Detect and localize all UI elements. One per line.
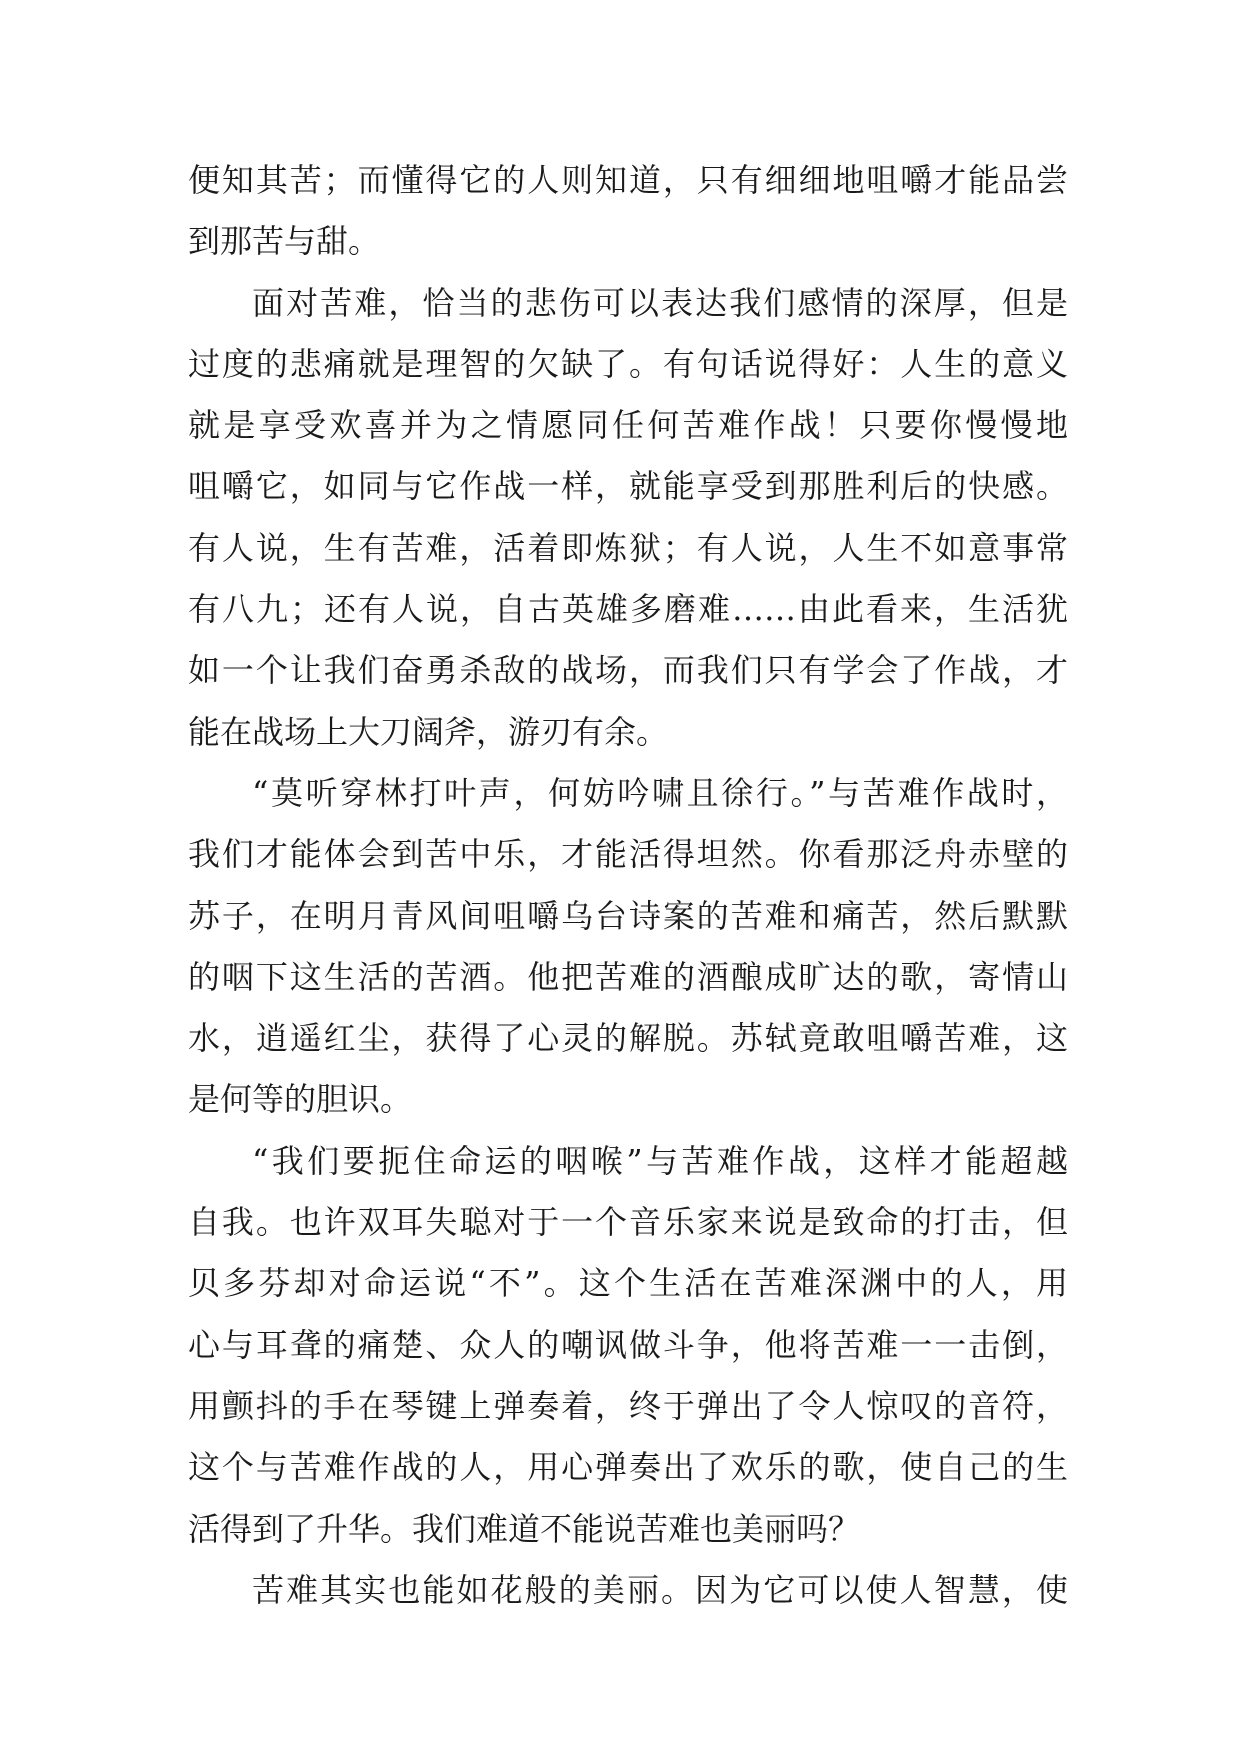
text-line: 贝多芬却对命运说“不”。这个生活在苦难深渊中的人，用 <box>188 1264 1068 1303</box>
text-line: 能在战场上大刀阔斧，游刃有余。 <box>188 712 669 751</box>
text-line: 是何等的胆识。 <box>188 1080 413 1119</box>
text-line: 就是享受欢喜并为之情愿同任何苦难作战！只要你慢慢地 <box>188 406 1068 445</box>
text-line: 过度的悲痛就是理智的欠缺了。有句话说得好：人生的意义 <box>188 344 1068 383</box>
text-line: 有八九；还有人说，自古英雄多磨难……由此看来，生活犹 <box>188 590 1068 629</box>
text-line: 如一个让我们奋勇杀敌的战场，而我们只有学会了作战，才 <box>188 651 1068 690</box>
text-line: 我们才能体会到苦中乐，才能活得坦然。你看那泛舟赤壁的 <box>188 835 1068 874</box>
text-line: 苦难其实也能如花般的美丽。因为它可以使人智慧，使 <box>252 1570 1068 1609</box>
text-line: “莫听穿林打叶声，何妨吟啸且徐行。”与苦难作战时， <box>252 773 1068 812</box>
text-line: 到那苦与甜。 <box>188 222 381 261</box>
text-line: “我们要扼住命运的咽喉”与苦难作战，这样才能超越 <box>252 1141 1068 1180</box>
text-line: 的咽下这生活的苦酒。他把苦难的酒酿成旷达的歌，寄情山 <box>188 957 1068 996</box>
text-line: 心与耳聋的痛楚、众人的嘲讽做斗争，他将苦难一一击倒， <box>188 1325 1068 1364</box>
text-line: 用颤抖的手在琴键上弹奏着，终于弹出了令人惊叹的音符， <box>188 1386 1068 1425</box>
text-line: 面对苦难，恰当的悲伤可以表达我们感情的深厚，但是 <box>252 283 1068 322</box>
text-line: 苏子，在明月青风间咀嚼乌台诗案的苦难和痛苦，然后默默 <box>188 896 1068 935</box>
text-line: 这个与苦难作战的人，用心弹奏出了欢乐的歌，使自己的生 <box>188 1448 1068 1487</box>
text-line: 便知其苦；而懂得它的人则知道，只有细细地咀嚼才能品尝 <box>188 161 1068 199</box>
text-line: 有人说，生有苦难，活着即炼狱；有人说，人生不如意事常 <box>188 528 1068 567</box>
text-line: 活得到了升华。我们难道不能说苦难也美丽吗？ <box>188 1509 861 1548</box>
text-line: 水，逍遥红尘，获得了心灵的解脱。苏轼竟敢咀嚼苦难，这 <box>188 1019 1068 1058</box>
text-line: 咀嚼它，如同与它作战一样，就能享受到那胜利后的快感。 <box>188 467 1068 506</box>
body-text <box>188 150 1068 1621</box>
text-line: 自我。也许双耳失聪对于一个音乐家来说是致命的打击，但 <box>188 1203 1068 1242</box>
